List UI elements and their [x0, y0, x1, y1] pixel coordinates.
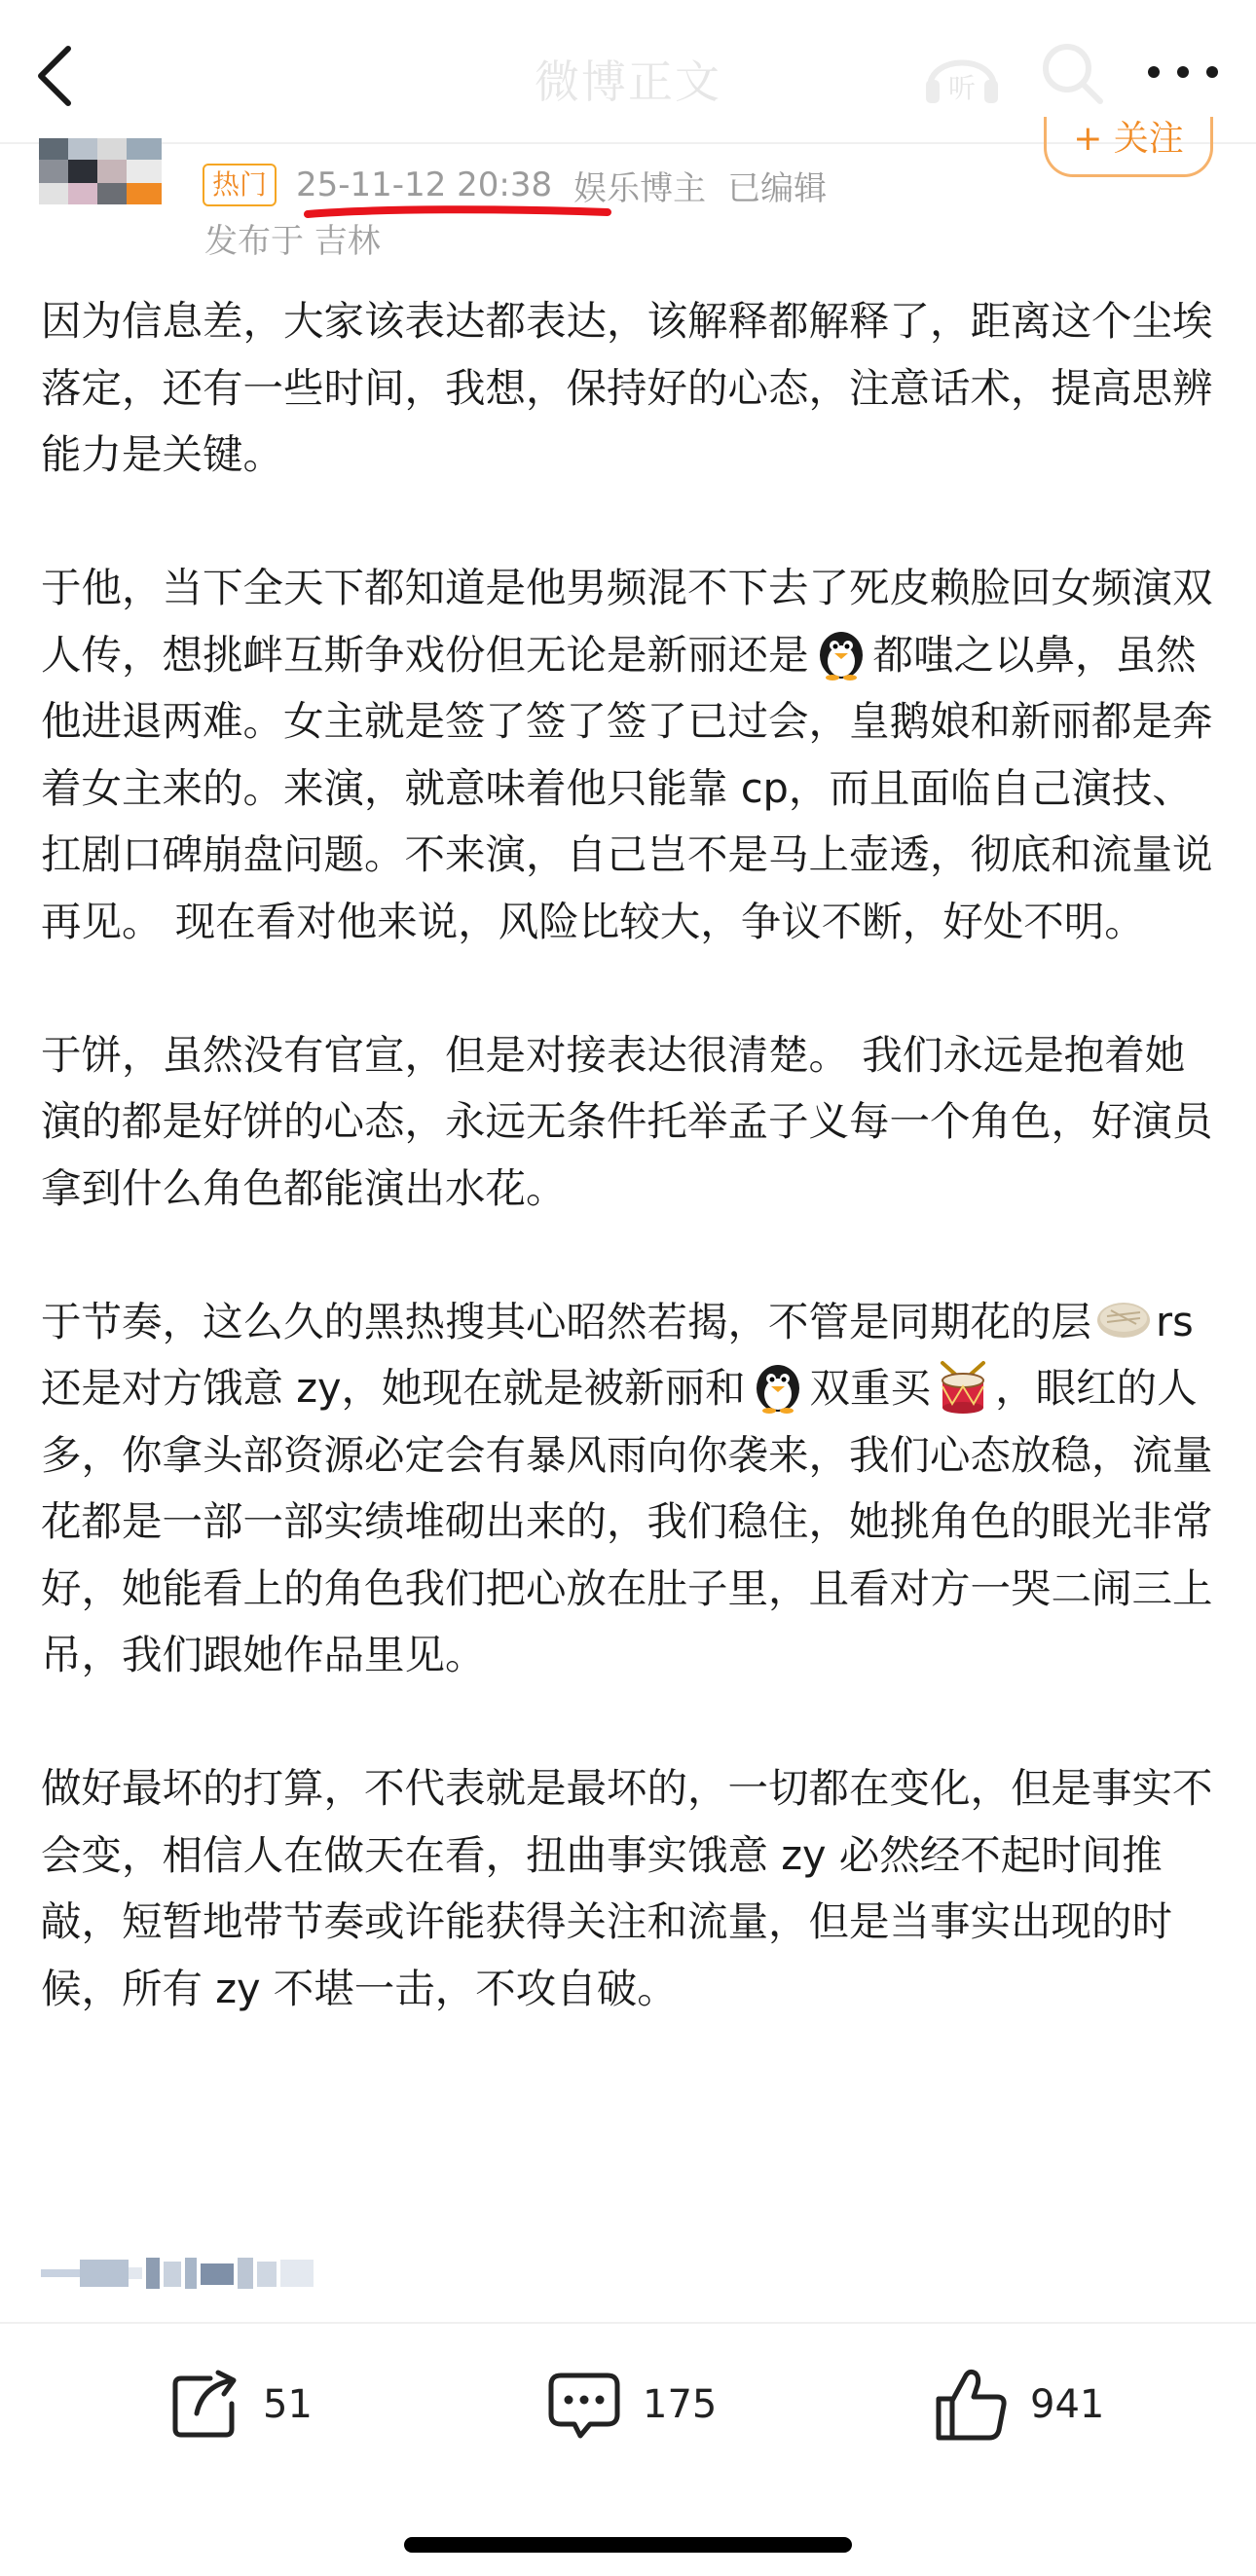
action-bar — [0, 2356, 1256, 2453]
drum-icon — [935, 1357, 991, 1414]
post-paragraph: 做好最坏的打算，不代表就是最坏的，一切都在变化，但是事实不会变，相信人在做天在看，扭曲事实饿意 zy 必然经不起时间推敲，短暂地带节奏或许能获得关注和流量，但是当事实出现的时候，所有 zy 不堪一击，不攻自破。 — [41, 1764, 1213, 2012]
more-icon[interactable] — [1144, 60, 1222, 84]
search-icon[interactable] — [1038, 39, 1106, 107]
listen-icon[interactable] — [920, 41, 1004, 109]
post-location: 发布于 吉林 — [204, 222, 381, 261]
listen-label: 听 — [947, 72, 977, 104]
share-icon — [167, 2367, 243, 2443]
comment-icon — [545, 2366, 623, 2444]
post-timestamp: 25-11-12 20:38 — [296, 166, 553, 204]
penguin-icon — [813, 624, 869, 681]
post-paragraph: 于节奏，这么久的黑热搜其心昭然若揭，不管是同期花的层 rs 还是对方饿意 zy，她现在就是被新丽和 双重买 ，眼红的人多，你拿头部资源必定会有暴风雨向你袭来，我们心态放稳，流量花都是一部一部实绩堆砌出来的，我们稳住，她挑角色的眼光非常好，她能看上的角色我们把心放在肚子里，且看对方一哭二闹三上吊，我们跟她作品里见。 — [41, 1289, 1219, 1689]
follow-button[interactable]: + 关注 — [1044, 117, 1213, 177]
repost-count: 51 — [263, 2382, 313, 2427]
thumbs-up-icon — [933, 2366, 1011, 2444]
comment-button[interactable] — [545, 2356, 717, 2453]
repost-button[interactable] — [167, 2356, 313, 2453]
like-button[interactable] — [933, 2356, 1104, 2453]
blurred-topic-tag — [41, 2254, 314, 2293]
edited-label[interactable]: 已编辑 — [727, 168, 828, 208]
post-paragraph: 因为信息差，大家该表达都表达，该解释都解释了，距离这个尘埃落定，还有一些时间，我想，保持好的心态，注意话术，提高思辨能力是关键。 — [41, 297, 1213, 478]
pancake-icon — [1095, 1291, 1152, 1347]
comment-count: 175 — [643, 2382, 718, 2427]
author-tag: 娱乐博主 — [573, 168, 707, 208]
page-title: 微博正文 — [535, 55, 721, 108]
action-divider — [0, 2322, 1256, 2324]
penguin-icon — [750, 1357, 806, 1414]
home-indicator — [404, 2537, 852, 2553]
avatar[interactable] — [39, 138, 162, 204]
post-content — [41, 288, 1219, 2089]
like-count: 941 — [1030, 2382, 1105, 2427]
post-paragraph: 于饼，虽然没有官宣，但是对接表达很清楚。 我们永远是抱着她演的都是好饼的心态，永远无条件托举孟子义每一个角色，好演员拿到什么角色都能演出水花。 — [41, 1030, 1213, 1212]
hot-badge: 热门 — [203, 164, 277, 206]
post-paragraph: 于他，当下全天下都知道是他男频混不下去了死皮赖脸回女频演双人传，想挑衅互斯争戏份但无论是新丽还是 都嗤之以鼻，虽然他进退两难。女主就是签了签了签了已过会，皇鹅娘和新丽都是奔着女主来的。来演，就意味着他只能靠 cp，而且面临自己演技、扛剧口碑崩盘问题。不来演，自己岂不是马上壶透，彻底和流量说再见。 现在看对他来说，风险比较大，争议不断，好处不明。 — [41, 564, 1213, 945]
